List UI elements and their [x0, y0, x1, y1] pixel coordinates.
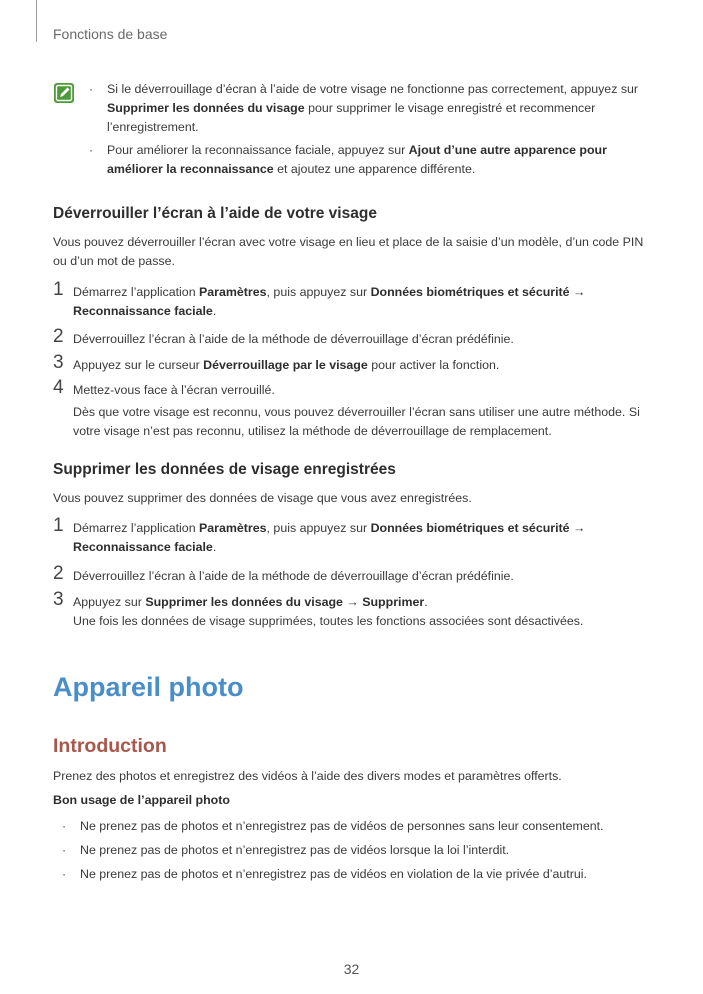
intro-text: Prenez des photos et enregistrez des vidéos à l’aide des divers modes et paramètres offerts.	[53, 769, 562, 783]
list-item: · Ne prenez pas de photos et n’enregistrez pas de vidéos en violation de la vie privée d’autrui.	[53, 865, 680, 884]
note-item: · Si le déverrouillage d’écran à l’aide de votre visage ne fonctionne pas correctement, appuyez sur Supprimer les données du visage pour supprimer le visage enregistré et recommencer l’enregistrement.	[89, 82, 639, 134]
step-number: 4	[53, 377, 64, 398]
bullet-dot: ·	[62, 843, 67, 857]
header-rule	[36, 0, 37, 42]
step-number: 2	[53, 563, 64, 584]
bullet-dot: ·	[62, 867, 67, 881]
list-item: · Ne prenez pas de photos et n’enregistrez pas de vidéos lorsque la loi l’interdit.	[53, 841, 680, 860]
bullet-dot: ·	[89, 82, 94, 96]
step-number: 3	[53, 352, 64, 373]
subsection-title: Bon usage de l’appareil photo	[53, 793, 230, 807]
step-1: 1 Démarrez l’application Paramètres, puis appuyez sur Données biométriques et sécurité → Reconnaissance faciale.	[53, 279, 586, 318]
section-title-delete-face: Supprimer les données de visage enregistrées	[53, 461, 396, 478]
step-number: 2	[53, 326, 64, 347]
step-4: 4 Mettez-vous face à l’écran verrouillé. Dès que votre visage est reconnu, vous pouvez déverrouiller l’écran sans utiliser une autre méthode. Si votre visage n’est pas reconnu, utilisez la méthode de déverrouillage de remplacement.	[53, 377, 640, 438]
page-number: 32	[343, 961, 360, 977]
step-2: 2 Déverrouillez l’écran à l’aide de la méthode de déverrouillage d’écran prédéfinie.	[53, 326, 514, 347]
bullet-dot: ·	[62, 819, 67, 833]
section-intro: Vous pouvez supprimer des données de visage que vous avez enregistrées.	[53, 491, 472, 505]
header-title: Fonctions de base	[53, 26, 168, 42]
step-2: 2 Déverrouillez l’écran à l’aide de la méthode de déverrouillage d’écran prédéfinie.	[53, 563, 514, 584]
pencil-note-icon	[53, 82, 75, 104]
section-title-introduction: Introduction	[53, 735, 167, 757]
bullet-dot: ·	[89, 143, 94, 157]
step-3: 3 Appuyez sur le curseur Déverrouillage par le visage pour activer la fonction.	[53, 352, 500, 373]
section-title-unlock-face: Déverrouiller l’écran à l’aide de votre visage	[53, 205, 377, 222]
step-3: 3 Appuyez sur Supprimer les données du visage → Supprimer. Une fois les données de visage supprimées, toutes les fonctions associées sont désactivées.	[53, 589, 584, 628]
step-1: 1 Démarrez l’application Paramètres, puis appuyez sur Données biométriques et sécurité → Reconnaissance faciale.	[53, 515, 586, 554]
chapter-title: Appareil photo	[53, 672, 244, 702]
note-block	[80, 80, 640, 183]
section-intro: Vous pouvez déverrouiller l’écran avec votre visage en lieu et place de la saisie d’un modèle, d’un code PIN ou d’un mot de passe.	[53, 235, 644, 268]
note-item: · Pour améliorer la reconnaissance faciale, appuyez sur Ajout d’une autre apparence pour améliorer la reconnaissance et ajoutez une apparence différente.	[89, 143, 607, 176]
step-number: 3	[53, 589, 64, 610]
step-number: 1	[53, 515, 64, 536]
step-number: 1	[53, 279, 64, 300]
list-item: · Ne prenez pas de photos et n’enregistrez pas de vidéos de personnes sans leur consentement.	[53, 817, 680, 836]
